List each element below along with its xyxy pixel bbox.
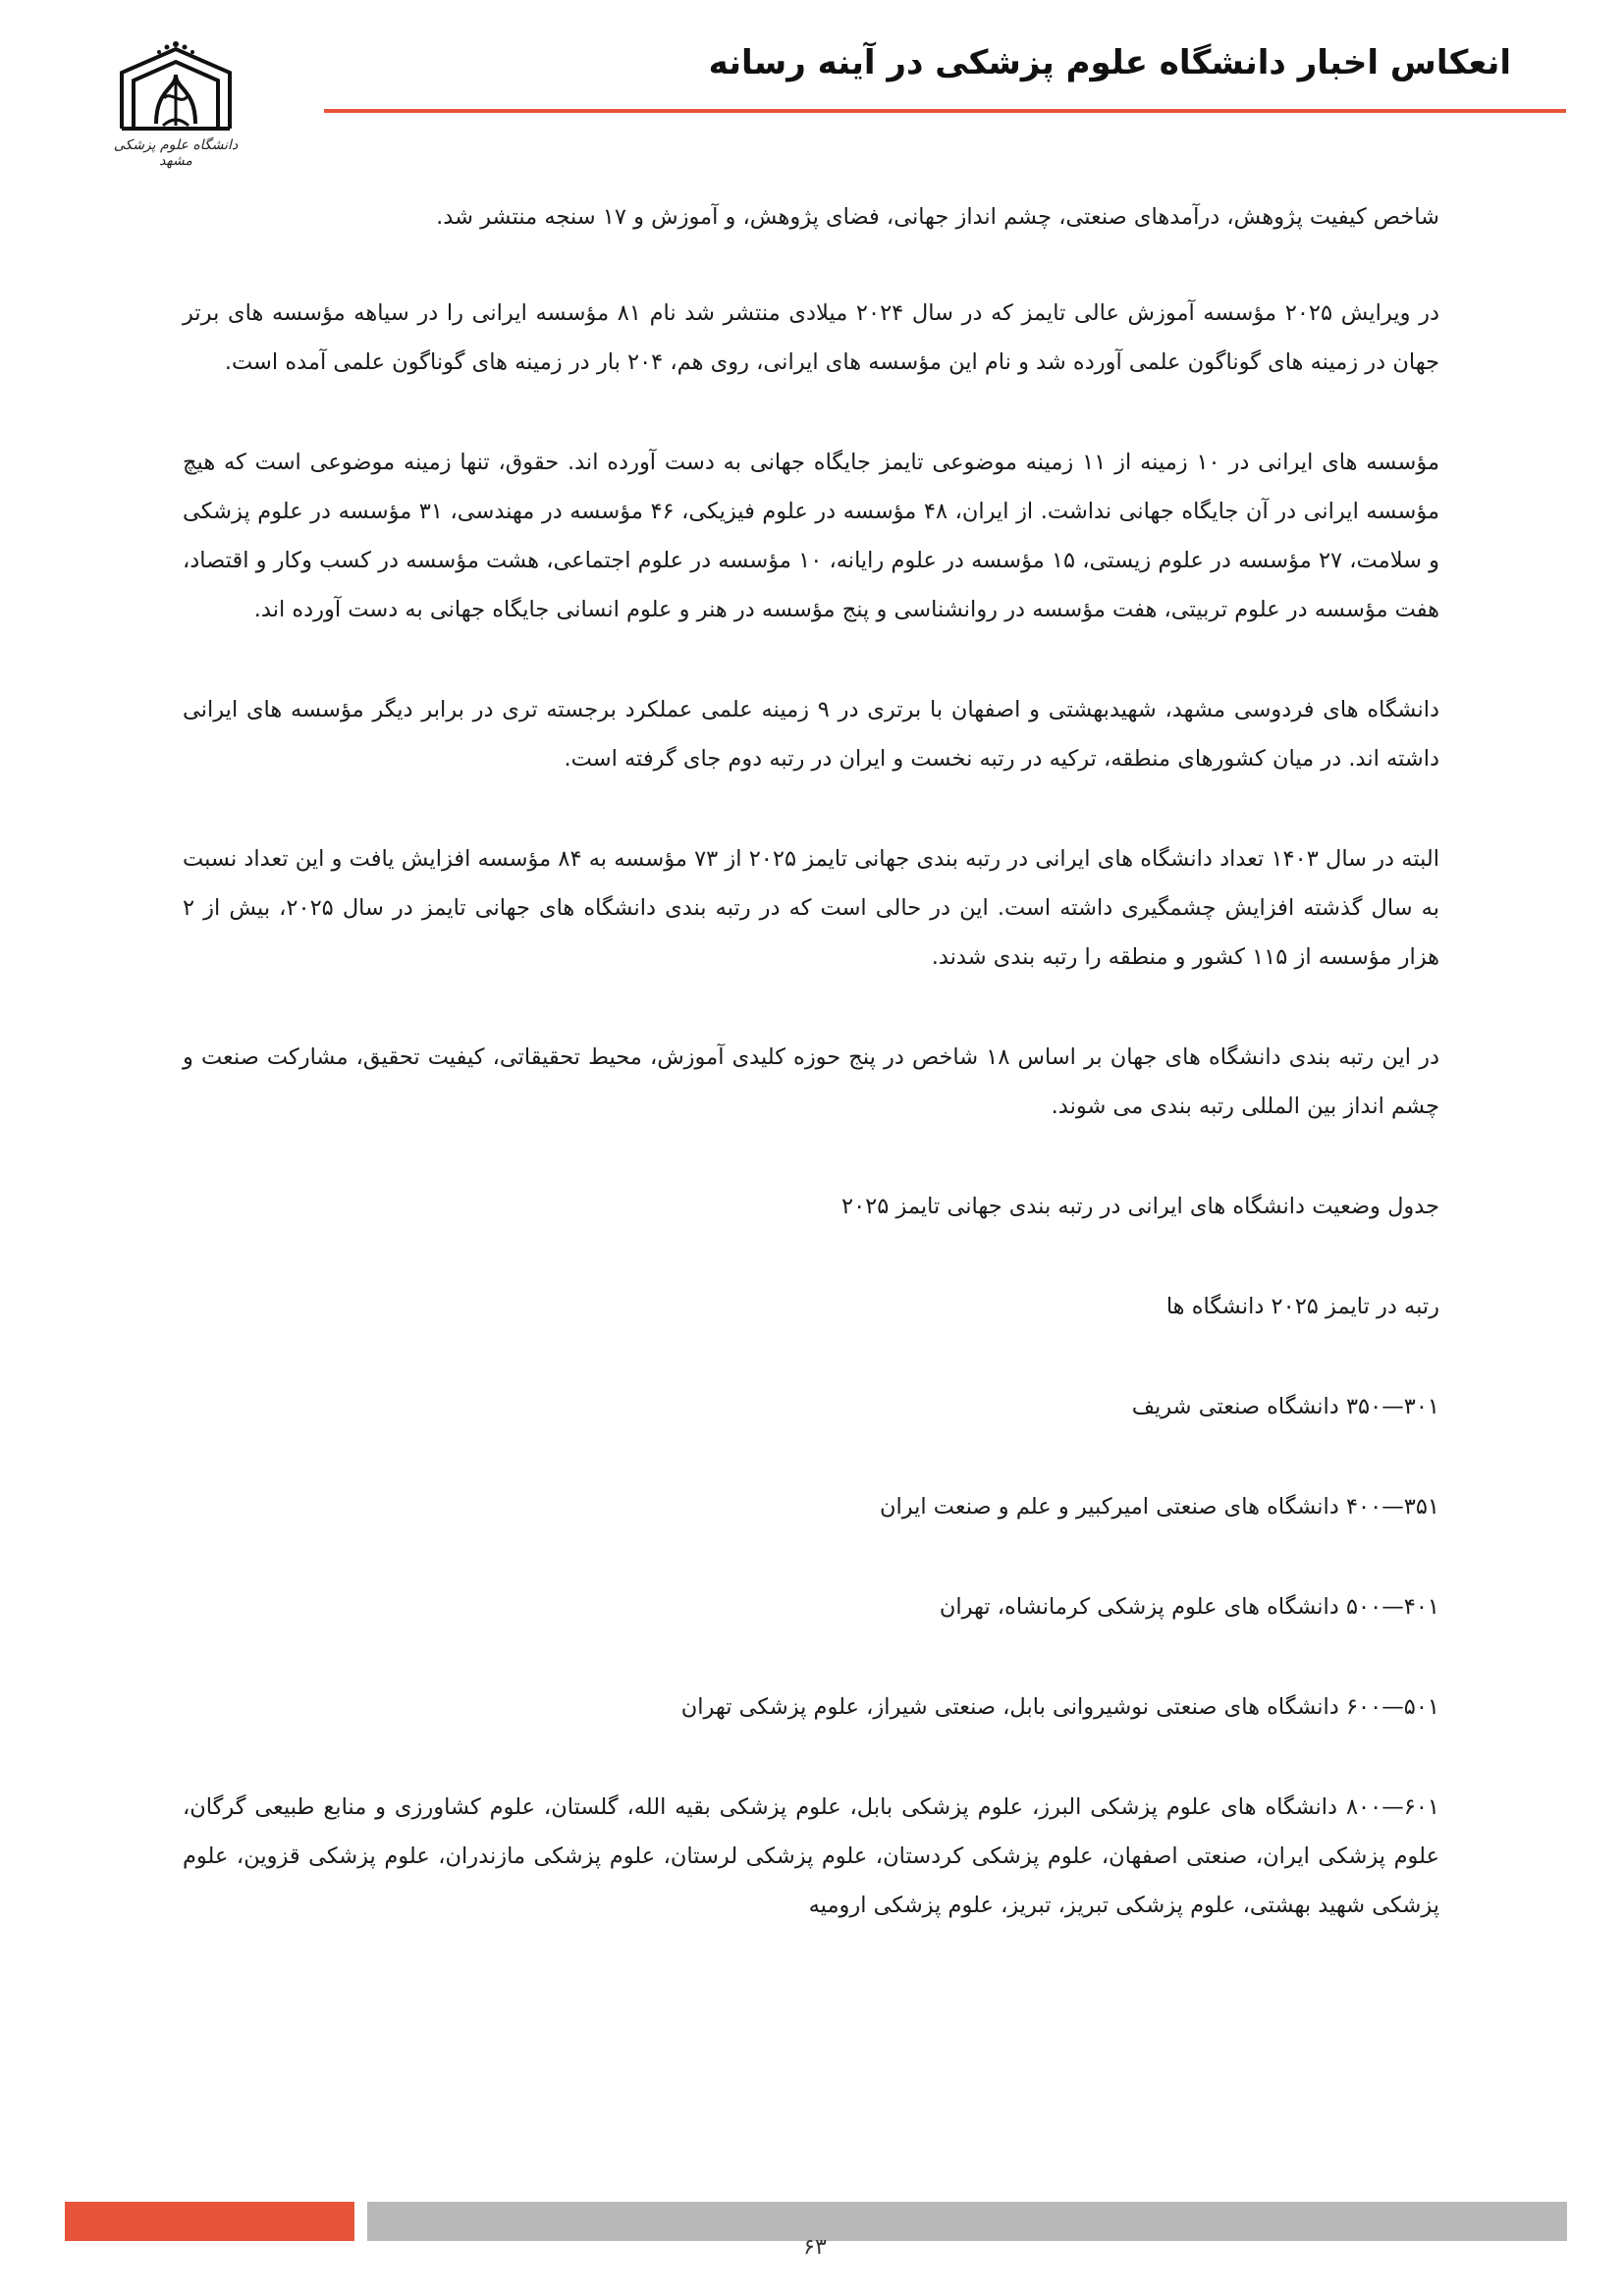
paragraph: البته در سال ۱۴۰۳ تعداد دانشگاه های ایرانی در رتبه بندی جهانی تایمز ۲۰۲۵ از ۷۳ مؤسسه به ۸۴ مؤسسه افزایش یافت و این تعداد نسبت به سال گذشته افزایش چشمگیری داشته است. این در حالی است که در رتبه بندی دانشگاه های جهانی تایمز در سال ۲۰۲۵، بیش از ۲ هزار مؤسسه از ۱۱۵ کشور و منطقه را رتبه بندی شدند. [183, 846, 1439, 970]
paragraph: در ویرایش ۲۰۲۵ مؤسسه آموزش عالی تایمز که در سال ۲۰۲۴ میلادی منتشر شد نام ۸۱ مؤسسه ایرانی را در سیاهه مؤسسه های برتر جهان در زمینه های گوناگون علمی آورده شد و نام این مؤسسه های ایرانی، روی هم، ۲۰۴ بار در زمینه های گوناگون علمی آمده است. [183, 300, 1439, 375]
logo-caption: دانشگاه علوم پزشکی مشهد [113, 137, 239, 169]
university-logo-icon [102, 35, 249, 143]
paragraph: شاخص کیفیت پژوهش، درآمدهای صنعتی، چشم انداز جهانی، فضای پژوهش، و آموزش و ۱۷ سنجه منتشر شد. [436, 204, 1439, 230]
page-header-title: انعکاس اخبار دانشگاه علوم پزشکی در آینه رسانه [708, 43, 1511, 82]
ranking-row: ۳۵۱—۴۰۰ دانشگاه های صنعتی امیرکبیر و علم و صنعت ایران [879, 1494, 1439, 1520]
paragraph: مؤسسه های ایرانی در ۱۰ زمینه از ۱۱ زمینه موضوعی تایمز جایگاه جهانی به دست آورده اند. حقوق، تنها زمینه موضوعی است که هیچ مؤسسه ایرانی در آن جایگاه جهانی نداشت. از ایران، ۴۸ مؤسسه در علوم فیزیکی، ۴۶ مؤسسه در مهندسی، ۳۱ مؤسسه در علوم پزشکی و سلامت، ۲۷ مؤسسه در علوم زیستی، ۱۵ مؤسسه در علوم رایانه، ۱۰ مؤسسه در علوم اجتماعی، هشت مؤسسه در کسب وکار و اقتصاد، هفت مؤسسه در علوم تربیتی، هفت مؤسسه در روانشناسی و پنج مؤسسه در هنر و علوم انسانی جایگاه جهانی به دست آورده اند. [183, 450, 1440, 622]
paragraph: دانشگاه های فردوسی مشهد، شهیدبهشتی و اصفهان با برتری در ۹ زمینه علمی عملکرد برجسته تری در برابر دیگر مؤسسه های ایرانی داشته اند. در میان کشورهای منطقه، ترکیه در رتبه نخست و ایران در رتبه دوم جای گرفته است. [183, 697, 1439, 772]
paragraph: در این رتبه بندی دانشگاه های جهان بر اساس ۱۸ شاخص در پنج حوزه کلیدی آموزش، محیط تحقیقاتی، کیفیت تحقیق، مشارکت صنعت و چشم انداز بین المللی رتبه بندی می شوند. [183, 1044, 1439, 1119]
ranking-row: ۵۰۱—۶۰۰ دانشگاه های صنعتی نوشیروانی بابل، صنعتی شیراز، علوم پزشکی تهران [680, 1694, 1439, 1720]
ranking-row: ۴۰۱—۵۰۰ دانشگاه های علوم پزشکی کرمانشاه، تهران [939, 1594, 1439, 1620]
table-caption: جدول وضعیت دانشگاه های ایرانی در رتبه بندی جهانی تایمز ۲۰۲۵ [841, 1194, 1439, 1219]
footer-gray-bar [367, 2202, 1567, 2241]
table-header-row: رتبه در تایمز ۲۰۲۵ دانشگاه ها [1165, 1294, 1439, 1319]
article-body [183, 192, 1439, 1930]
ranking-row: ۶۰۱—۸۰۰ دانشگاه های علوم پزشکی البرز، علوم پزشکی بابل، علوم پزشکی بقیه الله، گلستان، علوم کشاورزی و منابع طبیعی گرگان، علوم پزشکی ایران، صنعتی اصفهان، علوم پزشکی کردستان، علوم پزشکی لرستان، علوم پزشکی مازندران، علوم پزشکی قزوین، علوم پزشکی شهید بهشتی، علوم پزشکی تبریز، تبریز، علوم پزشکی ارومیه [183, 1794, 1439, 1918]
footer-accent-bar [65, 2202, 354, 2241]
page-number: ۶۳ [803, 2235, 827, 2260]
header-divider [324, 109, 1566, 113]
ranking-row: ۳۰۱—۳۵۰ دانشگاه صنعتی شریف [1131, 1394, 1439, 1419]
